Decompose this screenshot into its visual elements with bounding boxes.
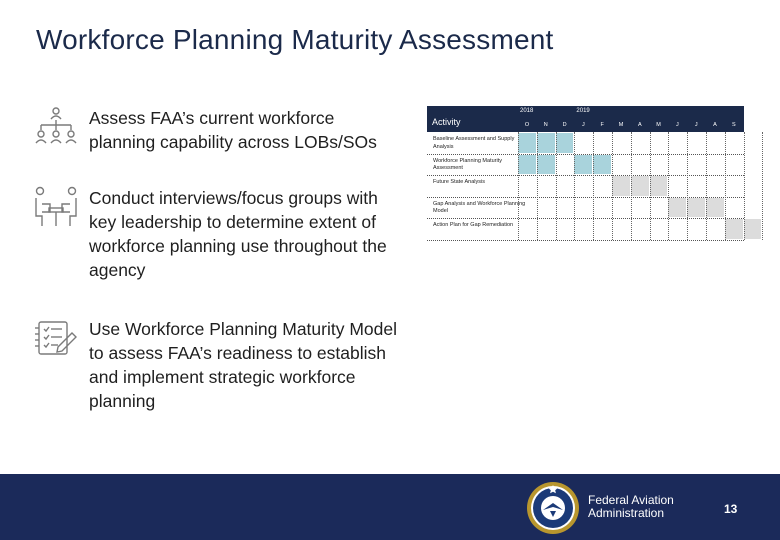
- timeline-cell: [744, 219, 762, 239]
- column-divider: [518, 132, 519, 240]
- activity-label: Gap Analysis and Workforce Planning Model: [433, 200, 526, 215]
- timeline-gantt: [427, 106, 755, 240]
- gantt-header: [427, 106, 755, 132]
- column-divider: [706, 132, 707, 240]
- column-divider: [593, 132, 594, 240]
- timeline-cell: [537, 133, 555, 153]
- month-label: O: [750, 122, 755, 128]
- month-label: O: [524, 122, 530, 128]
- year-label: 2019: [576, 108, 590, 114]
- activity-label: Future State Analysis: [433, 179, 485, 186]
- column-divider: [556, 132, 557, 240]
- month-label: N: [543, 122, 548, 128]
- activity-label: Action Plan for Gap Remediation: [433, 222, 514, 229]
- row-divider: [427, 175, 744, 176]
- timeline-cell: [574, 155, 592, 175]
- organization-name: [588, 494, 674, 520]
- activity-label: Workforce Planning Maturity Assessment: [433, 157, 502, 172]
- meeting-icon: [34, 186, 78, 230]
- column-divider: [631, 132, 632, 240]
- timeline-cell: [518, 155, 536, 175]
- column-divider: [537, 132, 538, 240]
- month-label: A: [713, 122, 717, 128]
- month-label: M: [618, 122, 624, 128]
- org-line-2: Administration: [588, 506, 665, 520]
- bullet-text: Assess FAA’s current workforce planning capability across LOBs/SOs: [89, 108, 377, 152]
- slide-title: Workforce Planning Maturity Assessment: [36, 24, 554, 55]
- column-divider: [650, 132, 651, 240]
- column-divider: [574, 132, 575, 240]
- bullet-text: Use Workforce Planning Maturity Model to assess FAA’s readiness to establish and implement strategic workforce planning: [89, 319, 397, 411]
- column-divider: [762, 132, 763, 240]
- org-line-1: Federal Aviation: [588, 493, 674, 507]
- timeline-cell: [650, 176, 668, 196]
- timeline-cell: [537, 155, 555, 175]
- timeline-cell: [593, 155, 611, 175]
- org-chart-icon: [34, 106, 78, 150]
- timeline-cell: [706, 198, 724, 218]
- checklist-icon: [34, 317, 78, 361]
- faa-seal-icon: [526, 481, 580, 535]
- month-label: J: [582, 122, 585, 128]
- month-label: A: [637, 122, 642, 128]
- month-label: J: [694, 122, 698, 128]
- bullet-text: Conduct interviews/focus groups with key leadership to determine extent of workforce planning use throughout the agency: [89, 188, 387, 280]
- timeline-cell: [612, 176, 630, 196]
- column-divider: [687, 132, 688, 240]
- timeline-cell: [631, 176, 649, 196]
- column-divider: [725, 132, 726, 240]
- row-divider: [427, 218, 744, 219]
- month-label: J: [676, 122, 679, 128]
- timeline-cell: [668, 198, 686, 218]
- month-label: S: [731, 122, 736, 128]
- year-label: 2018: [520, 108, 534, 114]
- column-divider: [744, 132, 745, 240]
- page-number: 13: [724, 502, 738, 516]
- timeline-cell: [518, 133, 536, 153]
- timeline-cell: [556, 133, 574, 153]
- timeline-cell: [687, 198, 705, 218]
- activity-header: Activity: [432, 117, 461, 127]
- column-divider: [668, 132, 669, 240]
- activity-label: Baseline Assessment and Supply Analysis: [433, 136, 515, 150]
- month-label: M: [656, 122, 661, 128]
- row-divider: [427, 240, 744, 241]
- month-label: F: [600, 122, 604, 128]
- month-label: D: [562, 122, 567, 128]
- timeline-cell: [725, 219, 743, 239]
- column-divider: [612, 132, 613, 240]
